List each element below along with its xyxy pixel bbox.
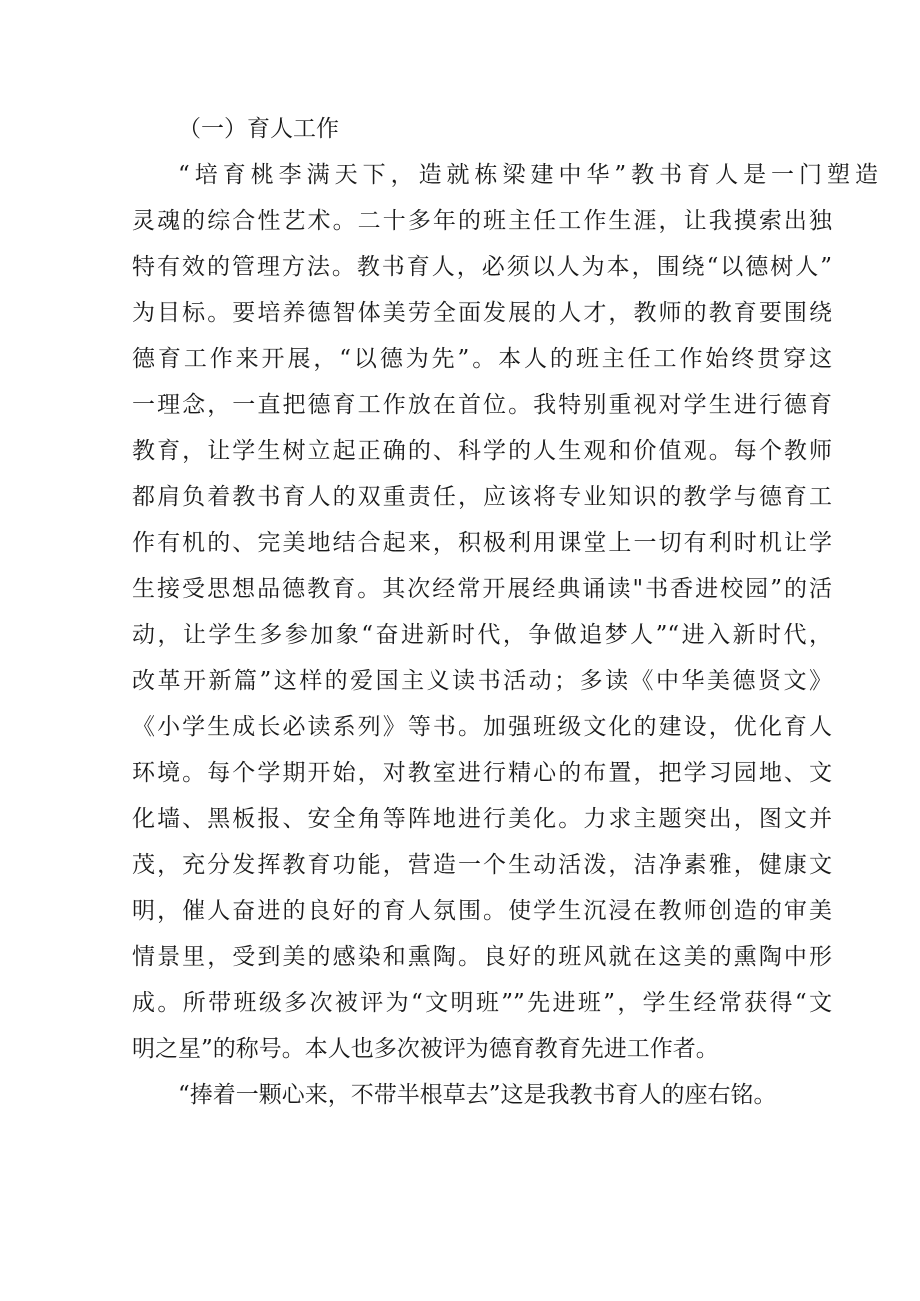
- paragraph-line: 改革开新篇”这样的爱国主义读书活动；多读《中华美德贤文》: [132, 668, 832, 694]
- paragraph-line: “捧着一颗心来，不带半根草去”这是我教书育人的座右铭。: [178, 1082, 777, 1108]
- paragraph-line: 特有效的管理方法。教书育人，必须以人为本，围绕“以德树人”: [132, 254, 832, 280]
- paragraph-line: 《小学生成长必读系列》等书。加强班级文化的建设，优化育人: [132, 714, 832, 740]
- section-heading: （一）育人工作: [178, 116, 339, 142]
- paragraph-line: 化墙、黑板报、安全角等阵地进行美化。力求主题突出，图文并: [132, 806, 832, 832]
- paragraph-line: 都肩负着教书育人的双重责任，应该将专业知识的教学与德育工: [132, 484, 832, 510]
- paragraph-line: 德育工作来开展，“以德为先”。本人的班主任工作始终贯穿这: [132, 346, 832, 372]
- paragraph-line: 灵魂的综合性艺术。二十多年的班主任工作生涯，让我摸索出独: [132, 208, 832, 234]
- paragraph-line: “培育桃李满天下，造就栋梁建中华”教书育人是一门塑造: [178, 162, 878, 188]
- paragraph-line: 为目标。要培养德智体美劳全面发展的人才，教师的教育要围绕: [132, 300, 832, 326]
- paragraph-line: 明，催人奋进的良好的育人氛围。使学生沉浸在教师创造的审美: [132, 898, 832, 924]
- paragraph-line: 一理念，一直把德育工作放在首位。我特别重视对学生进行德育: [132, 392, 832, 418]
- paragraph-line: 茂，充分发挥教育功能，营造一个生动活泼，洁净素雅，健康文: [132, 852, 832, 878]
- paragraph-line: 动，让学生多参加象“奋进新时代，争做追梦人”“进入新时代，: [132, 622, 832, 648]
- paragraph-line: 明之星”的称号。本人也多次被评为德育教育先进工作者。: [132, 1036, 719, 1062]
- paragraph-line: 生接受思想品德教育。其次经常开展经典诵读"书香进校园”的活: [132, 576, 832, 602]
- paragraph-line: 成。所带班级多次被评为“文明班””先进班”，学生经常获得“文: [132, 990, 832, 1016]
- paragraph-line: 情景里，受到美的感染和熏陶。良好的班风就在这美的熏陶中形: [132, 944, 832, 970]
- paragraph-line: 作有机的、完美地结合起来，积极利用课堂上一切有利时机让学: [132, 530, 832, 556]
- paragraph-line: 教育，让学生树立起正确的、科学的人生观和价值观。每个教师: [132, 438, 832, 464]
- paragraph-line: 环境。每个学期开始，对教室进行精心的布置，把学习园地、文: [132, 760, 832, 786]
